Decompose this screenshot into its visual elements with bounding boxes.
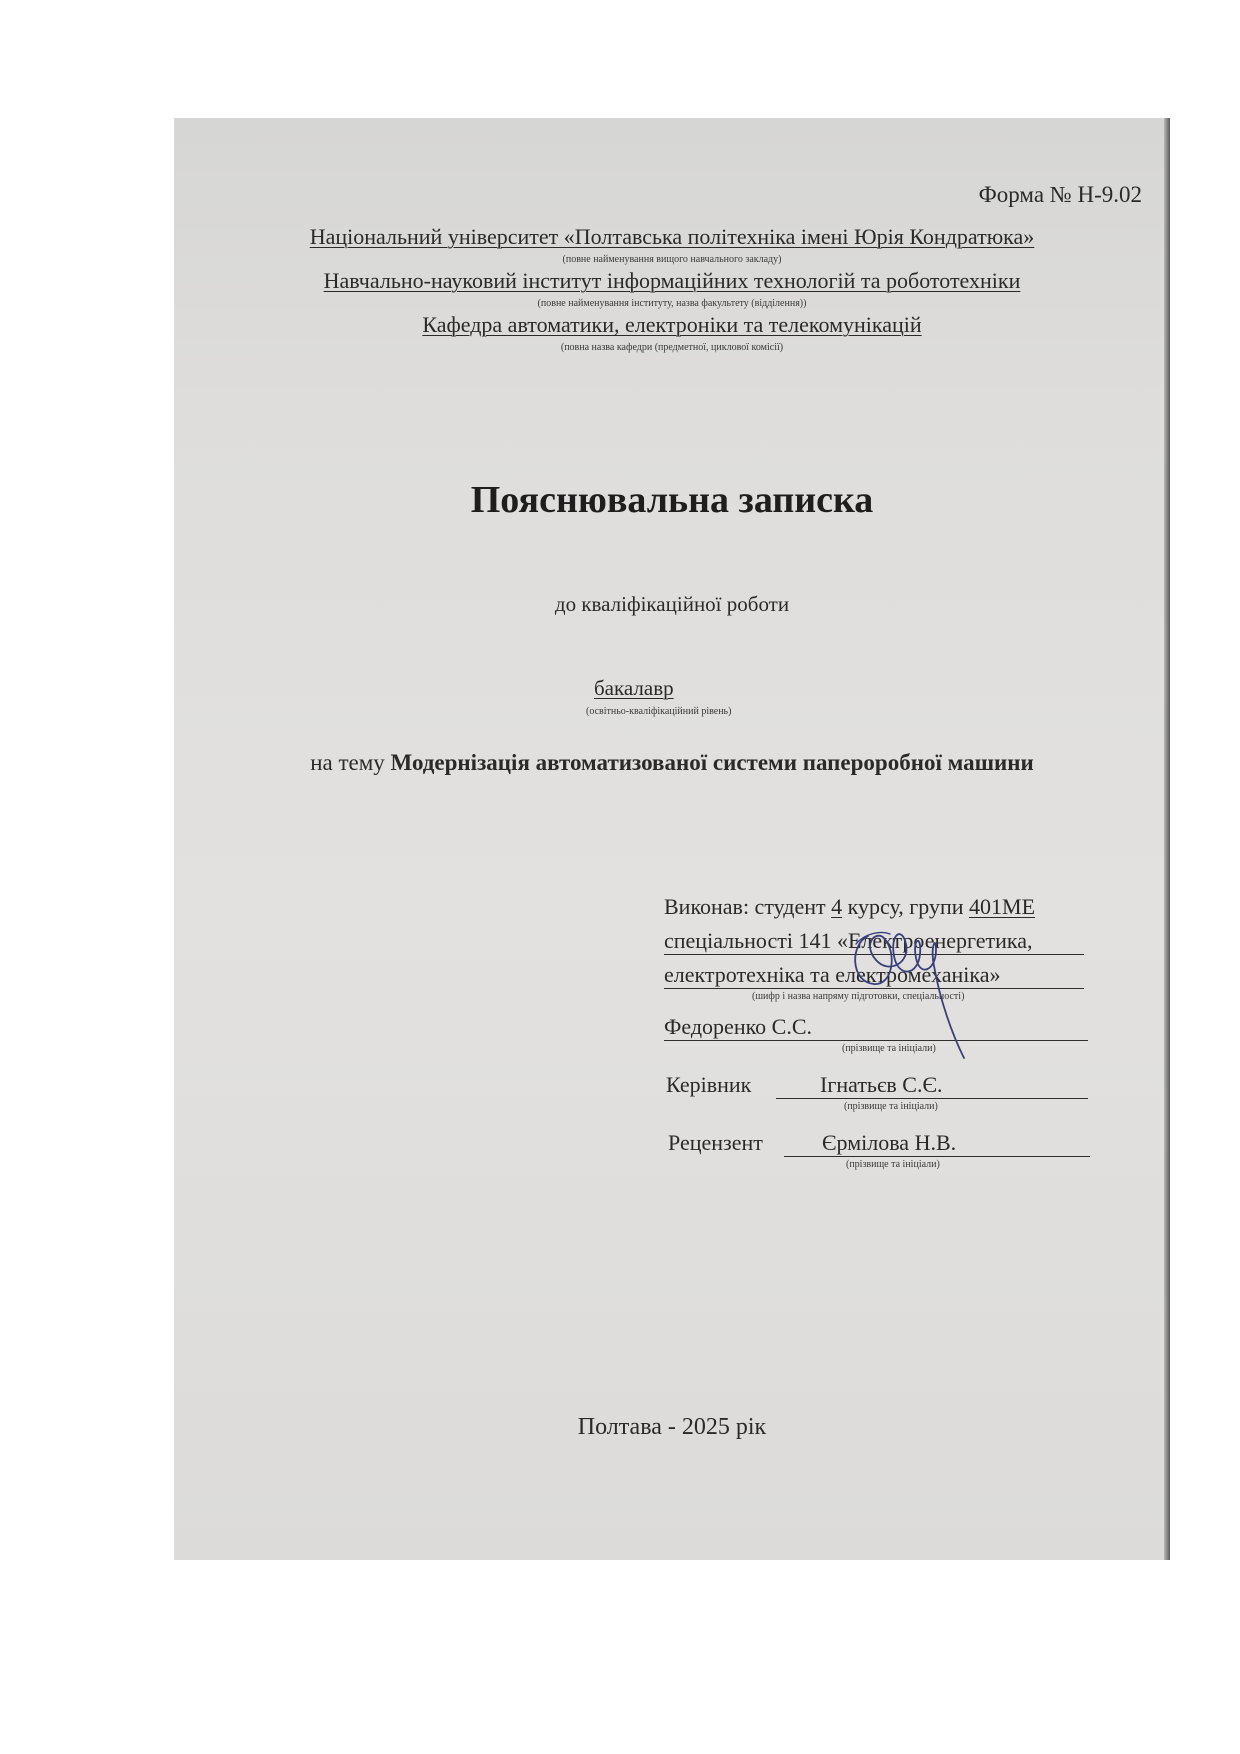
student-name: Федоренко С.С.: [664, 1014, 813, 1039]
form-number: Форма № Н-9.02: [978, 182, 1142, 207]
supervisor-name: Ігнатьєв С.Є.: [820, 1072, 943, 1097]
group-value: 401МЕ: [969, 894, 1036, 919]
reviewer-label: Рецензент: [668, 1130, 763, 1155]
specialty-caption: (шифр і назва напряму підготовки, спеціальності): [752, 991, 965, 1002]
degree-value: бакалавр: [594, 676, 674, 700]
reviewer-caption: (прізвище та ініціали): [846, 1159, 940, 1170]
document-title: Пояснювальна записка: [470, 479, 874, 521]
student-caption: (прізвище та ініціали): [842, 1043, 936, 1054]
university-name: Національний університет «Полтавська політехніка імені Юрія Кондратюка»: [309, 224, 1035, 249]
supervisor-rule: [776, 1098, 1088, 1099]
specialty-line-2: електротехніка та електромеханіка»: [664, 962, 1001, 987]
course-value: 4: [831, 894, 843, 919]
university-caption: (повне найменування вищого навчального закладу): [562, 254, 782, 265]
degree-caption: (освітньо-кваліфікаційний рівень): [586, 706, 732, 717]
institute-caption: (повне найменування інституту, назва факультету (відділення)): [537, 298, 807, 309]
document-photo: [174, 118, 1170, 1560]
department-name: Кафедра автоматики, електроніки та телекомунікацій: [422, 312, 922, 337]
document-subtitle: до кваліфікаційної роботи: [554, 592, 790, 616]
topic-text: Модернізація автоматизованої системи папероробної машини: [390, 750, 1034, 775]
performed-line: Виконав: студент 4 курсу, групи 401МЕ: [664, 894, 1036, 919]
footer-city-year: Полтава - 2025 рік: [577, 1414, 767, 1440]
document-topic: [174, 750, 1170, 776]
supervisor-label: Керівник: [666, 1072, 752, 1097]
reviewer-name: Єрмілова Н.В.: [822, 1130, 957, 1155]
specialty-line-1: спеціальності 141 «Електроенергетика,: [664, 928, 1033, 953]
institute-name: Навчально-науковий інститут інформаційних технологій та робототехніки: [323, 268, 1021, 293]
reviewer-rule: [784, 1156, 1090, 1157]
supervisor-caption: (прізвище та ініціали): [844, 1101, 938, 1112]
department-caption: (повна назва кафедри (предметної, циклової комісії): [560, 342, 784, 353]
supervisor-signature-icon: [840, 904, 970, 1064]
topic-prefix: на тему: [310, 750, 385, 775]
